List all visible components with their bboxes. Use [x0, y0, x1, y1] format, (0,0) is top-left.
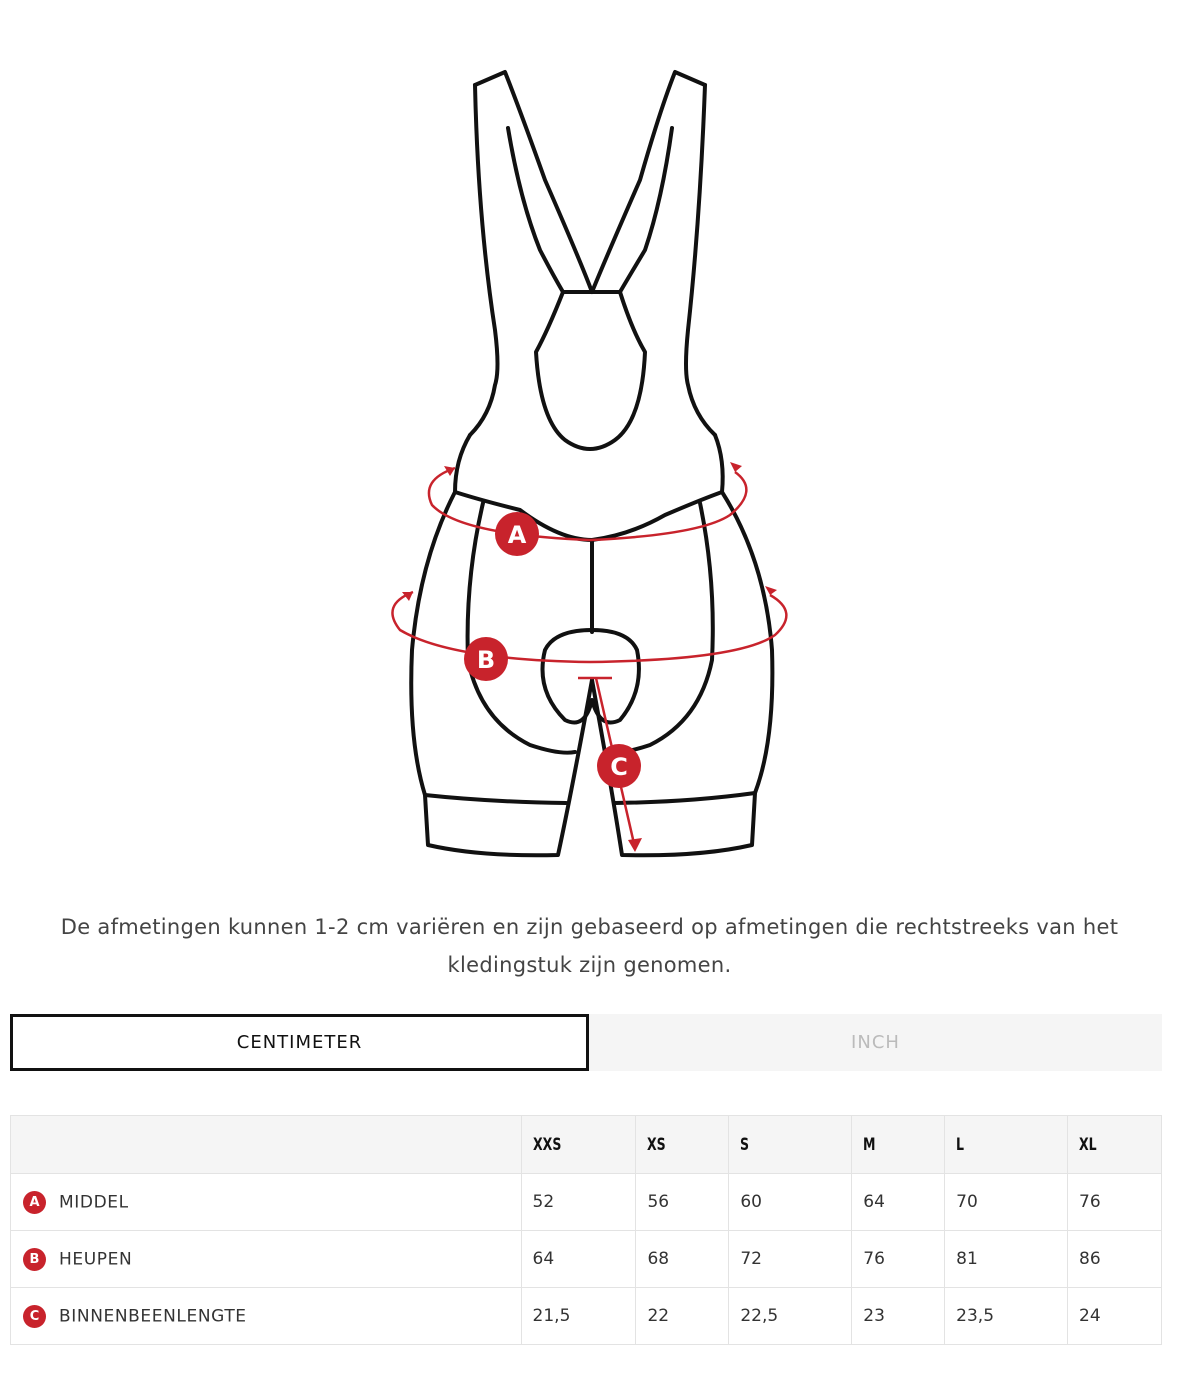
header-size: XL [1068, 1116, 1162, 1174]
header-size: M [852, 1116, 945, 1174]
table-row [11, 1174, 1162, 1231]
measurement-note: De afmetingen kunnen 1-2 cm variëren en zijn gebaseerd op afmetingen die rechtstreeks van het kledingstuk zijn genomen. [60, 915, 1119, 977]
size-table [10, 1115, 1162, 1345]
table-cell: 70 [945, 1174, 1068, 1231]
unit-toggle [10, 1014, 1162, 1071]
table-cell: 76 [1068, 1174, 1162, 1231]
table-cell: 56 [636, 1174, 729, 1231]
table-cell: 24 [1068, 1288, 1162, 1345]
unit-tab-centimeter[interactable]: CENTIMETER [10, 1014, 589, 1071]
header-size: XXS [521, 1116, 636, 1174]
table-cell: 22,5 [729, 1288, 852, 1345]
table-cell: 64 [852, 1174, 945, 1231]
table-cell: 23,5 [945, 1288, 1068, 1345]
header-empty [11, 1116, 522, 1174]
svg-text:C: C [610, 753, 628, 781]
table-cell: 60 [729, 1174, 852, 1231]
header-size: S [729, 1116, 852, 1174]
table-cell: 86 [1068, 1231, 1162, 1288]
table-cell: 23 [852, 1288, 945, 1345]
row-label: B HEUPEN [11, 1231, 522, 1288]
unit-tab-inch[interactable]: INCH [589, 1014, 1162, 1071]
marker-c [597, 744, 641, 788]
marker-badge: A [23, 1191, 46, 1214]
table-cell: 22 [636, 1288, 729, 1345]
table-cell: 68 [636, 1231, 729, 1288]
table-cell: 64 [521, 1231, 636, 1288]
marker-b [464, 637, 508, 681]
table-cell: 81 [945, 1231, 1068, 1288]
row-label: A MIDDEL [11, 1174, 522, 1231]
table-cell: 52 [521, 1174, 636, 1231]
marker-badge: B [23, 1248, 46, 1271]
table-cell: 76 [852, 1231, 945, 1288]
marker-a [495, 512, 539, 556]
svg-text:B: B [476, 646, 496, 674]
table-cell: 72 [729, 1231, 852, 1288]
table-row [11, 1231, 1162, 1288]
table-header-row [11, 1116, 1162, 1174]
row-label: C BINNENBEENLENGTE [11, 1288, 522, 1345]
header-size: XS [636, 1116, 729, 1174]
table-row [11, 1288, 1162, 1345]
svg-text:A: A [507, 521, 527, 549]
header-size: L [945, 1116, 1068, 1174]
table-cell: 21,5 [521, 1288, 636, 1345]
marker-badge: C [23, 1305, 46, 1328]
